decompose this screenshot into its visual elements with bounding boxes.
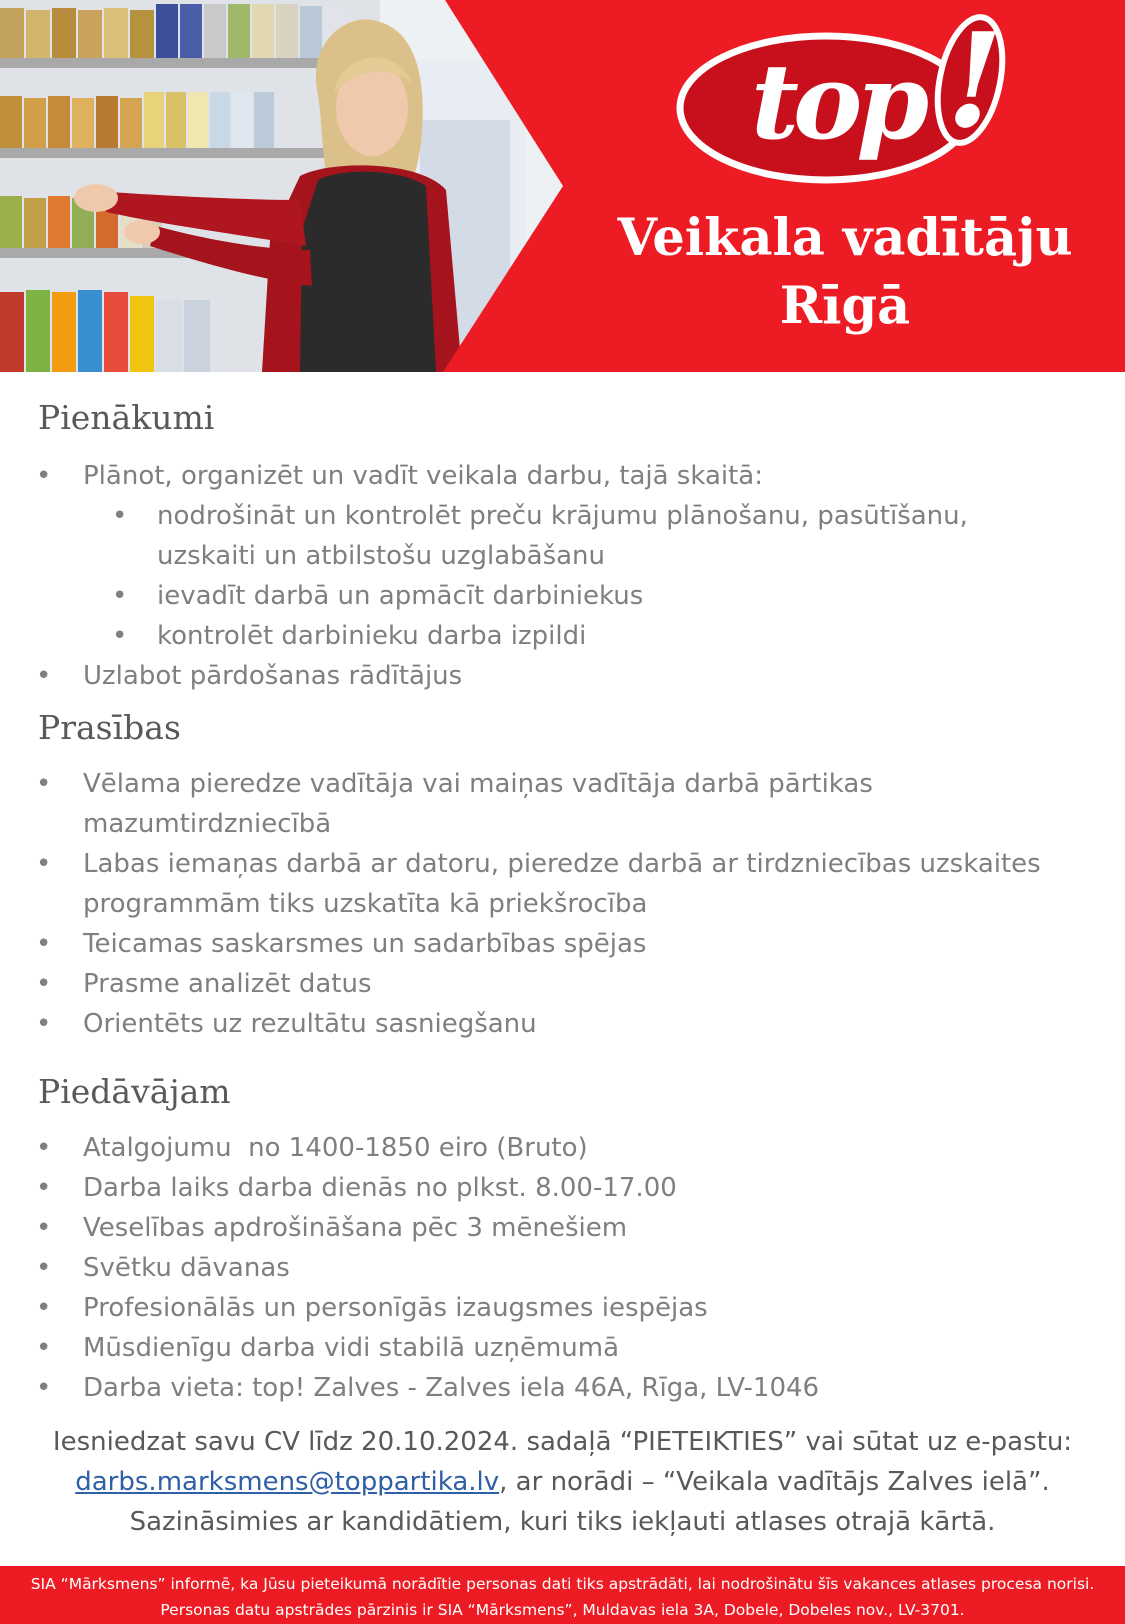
list-item-text: Veselības apdrošināšana pēc 3 mēnešiem (83, 1213, 628, 1243)
bullet-icon: • (36, 1173, 52, 1203)
list-item (0, 844, 1125, 924)
bullet-icon: • (36, 1133, 52, 1163)
bullet-icon: • (36, 929, 52, 959)
list-item-text: Prasme analizēt datus (83, 969, 372, 999)
list-item (0, 1288, 1125, 1328)
closing-line1: Iesniedzat savu CV līdz 20.10.2024. sadaļā “PIETEIKTIES” vai sūtat uz e-pastu: (52, 1427, 1073, 1457)
job-title-line1: Veikala vadītāju (617, 208, 1073, 268)
logo-wordmark: top (750, 40, 924, 163)
list-item-text: ievadīt darbā un apmācīt darbiniekus (157, 581, 644, 611)
bullet-icon: • (36, 1009, 52, 1039)
closing-line3: Sazināsimies ar kandidātiem, kuri tiks iekļauti atlases otrajā kārtā. (129, 1507, 996, 1537)
list-item-text: Labas iemaņas darbā ar datoru, pieredze darbā ar tirdzniecības uzskaites programmām tiks uzskatīta kā priekšrocība (83, 849, 1041, 919)
privacy-footer (0, 1566, 1125, 1624)
list-item (0, 576, 1125, 616)
list-item (0, 1368, 1125, 1408)
list-item-text: Darba laiks darba dienās no plkst. 8.00-17.00 (83, 1173, 677, 1203)
list-item (0, 1248, 1125, 1288)
offer-list (0, 1128, 1125, 1408)
list-item-text: Orientēts uz rezultātu sasniegšanu (83, 1009, 537, 1039)
bullet-icon: • (112, 621, 128, 651)
privacy-notice: SIA “Mārksmens” informē, ka Jūsu pieteikumā norādītie personas dati tiks apstrādāti, lai nodrošinātu šīs vakances atlases procesa norisi. Personas datu apstrādes pārzinis ir SIA “Mārksmens”, Muldavas iela 3A, Dobele, Dobeles nov., LV-3701. (30, 1575, 1095, 1619)
bullet-icon: • (36, 849, 52, 879)
list-item-text: Profesionālās un personīgās izaugsmes iespējas (83, 1293, 708, 1323)
list-item (0, 616, 1125, 656)
bullet-icon: • (36, 969, 52, 999)
logo-exclamation: ! (946, 4, 1004, 157)
top-logo (676, 4, 1006, 190)
bullet-icon: • (36, 461, 52, 491)
bullet-icon: • (36, 1373, 52, 1403)
bullet-icon: • (112, 581, 128, 611)
application-instructions (0, 1422, 1125, 1542)
section-title-offer: Piedāvājam (38, 1072, 231, 1111)
list-item (0, 964, 1125, 1004)
bullet-icon: • (36, 661, 52, 691)
bullet-icon: • (36, 1213, 52, 1243)
list-item-text: Teicamas saskarsmes un sadarbības spējas (83, 929, 647, 959)
job-title (590, 204, 1100, 340)
header-banner (0, 0, 1125, 372)
section-title-duties: Pienākumi (38, 398, 215, 437)
list-item (0, 456, 1125, 496)
list-item-text: Plānot, organizēt un vadīt veikala darbu, tajā skaitā: (83, 461, 763, 491)
list-item (0, 496, 1125, 576)
bullet-icon: • (36, 1293, 52, 1323)
job-title-line2: Rīgā (779, 276, 911, 336)
bullet-icon: • (36, 769, 52, 799)
bullet-icon: • (36, 1253, 52, 1283)
list-item (0, 924, 1125, 964)
list-item (0, 1208, 1125, 1248)
closing-line2 (0, 1462, 1125, 1502)
list-item-text: Atalgojumu no 1400-1850 eiro (Bruto) (83, 1133, 588, 1163)
email-link[interactable]: darbs.marksmens@toppartika.lv (75, 1467, 500, 1497)
bullet-icon: • (36, 1333, 52, 1363)
list-item (0, 1168, 1125, 1208)
list-item-text: nodrošināt un kontrolēt preču krājumu plānošanu, pasūtīšanu, uzskaiti un atbilstošu uzglabāšanu (157, 501, 968, 571)
list-item (0, 656, 1125, 696)
list-item-text: Svētku dāvanas (83, 1253, 290, 1283)
closing-line2-rest: , ar norādi – “Veikala vadītājs Zalves ielā”. (499, 1467, 1050, 1497)
section-title-requirements: Prasības (38, 708, 181, 747)
list-item-text: Uzlabot pārdošanas rādītājus (83, 661, 463, 691)
list-item (0, 764, 1125, 844)
list-item-text: kontrolēt darbinieku darba izpildi (157, 621, 587, 651)
list-item (0, 1328, 1125, 1368)
list-item (0, 1004, 1125, 1044)
list-item-text: Darba vieta: top! Zalves - Zalves iela 46A, Rīga, LV-1046 (83, 1373, 820, 1403)
list-item (0, 1128, 1125, 1168)
list-item-text: Vēlama pieredze vadītāja vai maiņas vadītāja darbā pārtikas mazumtirdzniecībā (83, 769, 873, 839)
requirements-list (0, 764, 1125, 1044)
list-item-text: Mūsdienīgu darba vidi stabilā uzņēmumā (83, 1333, 620, 1363)
bullet-icon: • (112, 501, 128, 531)
duties-list (0, 456, 1125, 696)
